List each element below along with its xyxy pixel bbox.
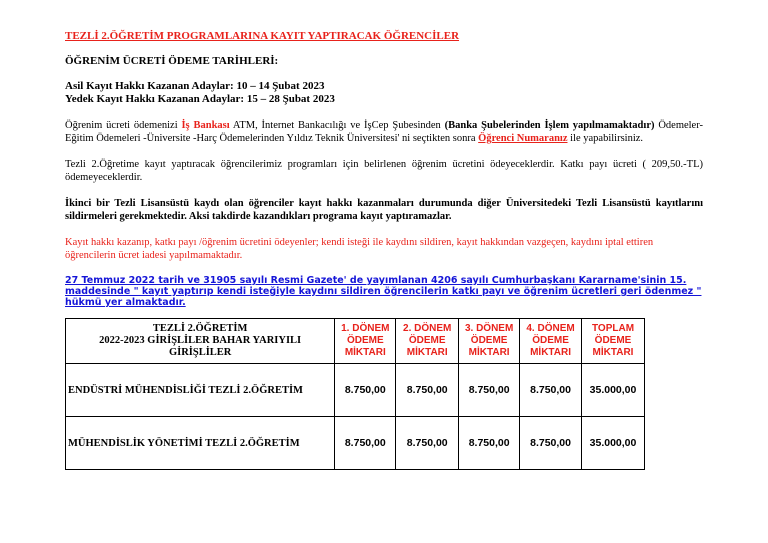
header-term-1 [335, 319, 396, 364]
table-row [66, 364, 645, 417]
header-line: 2022-2023 GİRİŞLİLER BAHAR YARIYILI [99, 335, 302, 346]
header-term-2 [396, 319, 459, 364]
asil-dates: Asil Kayıt Hakkı Kazanan Adaylar: 10 – 14 Şubat 2023 [65, 80, 325, 92]
header-line: MİKTARI [592, 347, 634, 358]
header-line: 1. DÖNEM [341, 323, 390, 334]
bank-name: İş Bankası [181, 120, 230, 131]
term-2-amount: 8.750,00 [396, 417, 459, 470]
term-3-amount: 8.750,00 [459, 364, 520, 417]
payment-dates-heading: ÖĞRENİM ÜCRETİ ÖDEME TARİHLERİ: [65, 55, 279, 67]
document-page [65, 30, 703, 470]
term-1-amount: 8.750,00 [335, 364, 396, 417]
header-line: ÖDEME [594, 335, 632, 346]
program-name: MÜHENDİSLİK YÖNETİMİ TEZLİ 2.ÖĞRETİM [66, 417, 335, 470]
fee-table [65, 318, 645, 470]
payment-instructions [65, 119, 703, 145]
header-line: 3. DÖNEM [464, 323, 514, 334]
program-name: ENDÜSTRİ MÜHENDİSLİĞİ TEZLİ 2.ÖĞRETİM [66, 364, 335, 417]
term-4-amount: 8.750,00 [520, 417, 582, 470]
header-line: 4. DÖNEM [526, 323, 575, 334]
fee-info: Tezli 2.Öğretime kayıt yaptıracak öğrencilerimiz programları için belirlenen öğrenim ücretini ödeyeceklerdir. Katkı payı ücreti ( 209,50.-TL) ödemeyeceklerdir. [65, 159, 703, 183]
header-line: 2. DÖNEM [403, 323, 452, 334]
branch-note: (Banka Şubelerinden İşlem yapılmamaktadır) [444, 120, 655, 131]
page-title: TEZLİ 2.ÖĞRETİM PROGRAMLARINA KAYIT YAPTIRACAK ÖĞRENCİLER [65, 30, 460, 42]
term-2-amount: 8.750,00 [396, 364, 459, 417]
second-enrollment-warning: İkinci bir Tezli Lisansüstü kaydı olan öğrenciler kayıt hakkı kazanmaları durumunda diğer Üniversitedeki Tezli Lisansüstü kayıtlarını sildirmeleri gerekmektedir. Aksi takdirde kazandıkları programa kayıt yaptıramazlar. [65, 198, 703, 222]
header-total [582, 319, 645, 364]
table-row [66, 417, 645, 470]
header-line: MİKTARI [406, 347, 448, 358]
header-line: ÖDEME [346, 335, 384, 346]
header-term-3 [459, 319, 520, 364]
refund-notice: Kayıt hakkı kazanıp, katkı payı /öğrenim ücretini ödeyenler; kendi isteği ile kaydını sildiren, kayıt hakkından vazgeçen, kaydını iptal ettiren öğrencilerin ücret iadesi yapılmamaktadır. [65, 237, 654, 261]
header-line: TOPLAM [591, 323, 635, 334]
payment-text-4: ile yapabilirsiniz. [567, 133, 644, 144]
table-header-program [66, 319, 335, 364]
header-line: MİKTARI [344, 347, 386, 358]
term-1-amount: 8.750,00 [335, 417, 396, 470]
header-line: TEZLİ 2.ÖĞRETİM [152, 323, 248, 334]
term-4-amount: 8.750,00 [520, 364, 582, 417]
legal-reference-link[interactable]: 27 Temmuz 2022 tarih ve 31905 sayılı Resmi Gazete' de yayımlanan 4206 sayılı Cumhurbaşkanı Kararname'sinin 15. maddesinde " kayıt yaptırıp kendi isteğiyle kaydını sildiren öğrencilerin katkı payı ve öğrenim ücretleri geri ödenmez " hükmü yer almaktadır. [65, 275, 702, 308]
payment-text-3: Ödemeler-Eğitim Ödemeleri -Üniversite -Harç Ödemelerinden Yıldız Teknik Üniversitesi' ni seçtikten sonra [65, 120, 704, 144]
payment-text-1: Öğrenim ücreti ödemenizi [65, 120, 182, 131]
header-line: MİKTARI [468, 347, 510, 358]
header-line: ÖDEME [408, 335, 446, 346]
header-line: MİKTARI [530, 347, 572, 358]
total-amount: 35.000,00 [582, 417, 645, 470]
payment-text-2: ATM, İnternet Bankacılığı ve İşCep Şubesinden [229, 120, 445, 131]
header-line: GİRİŞLİLER [168, 347, 232, 358]
yedek-dates: Yedek Kayıt Hakkı Kazanan Adaylar: 15 – 28 Şubat 2023 [65, 93, 335, 105]
header-line: ÖDEME [532, 335, 569, 346]
payment-dates [65, 80, 703, 106]
header-line: ÖDEME [470, 335, 508, 346]
student-number-link[interactable]: Öğrenci Numaranız [478, 133, 568, 144]
total-amount: 35.000,00 [582, 364, 645, 417]
table-header-row [66, 319, 645, 364]
header-term-4 [520, 319, 582, 364]
term-3-amount: 8.750,00 [459, 417, 520, 470]
